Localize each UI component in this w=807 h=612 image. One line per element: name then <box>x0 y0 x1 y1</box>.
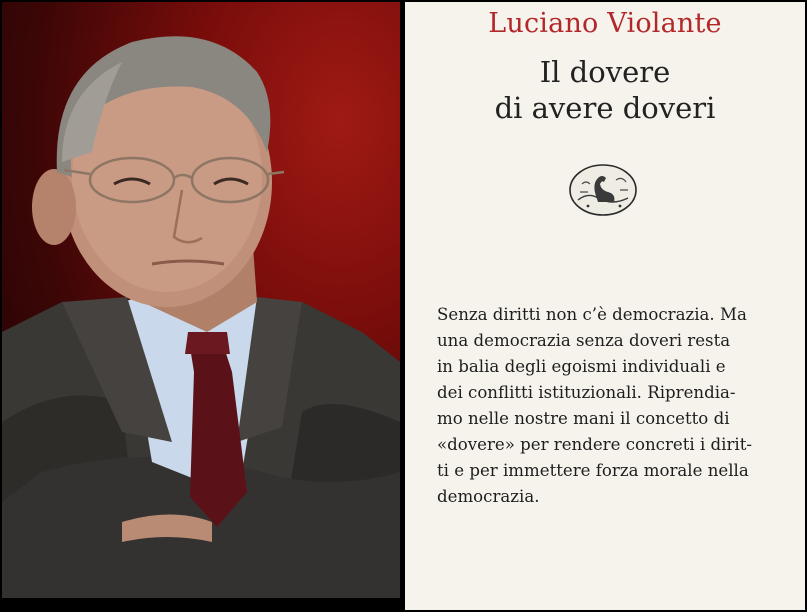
book-blurb <box>437 302 782 510</box>
blurb-line: dei conflitti istituzionali. Riprendia- <box>437 383 736 402</box>
book-title <box>405 54 805 126</box>
book-author: Luciano Violante <box>488 8 722 39</box>
book-title-line: Il dovere <box>539 55 671 89</box>
blurb-line: mo nelle nostre mani il concetto di <box>437 409 730 428</box>
blurb-line: democrazia. <box>437 487 540 506</box>
blurb-line: in balia degli egoismi individuali e <box>437 357 726 376</box>
book-title-line: di avere doveri <box>494 91 716 125</box>
publisher-ostrich-emblem-icon <box>568 162 638 218</box>
blurb-line: una democrazia senza doveri resta <box>437 331 731 350</box>
portrait-photo <box>2 2 400 598</box>
blurb-line: ti e per immettere forza morale nella <box>437 461 749 480</box>
blurb-line: Senza diritti non c’è democrazia. Ma <box>437 305 747 324</box>
portrait-illustration <box>2 2 400 598</box>
book-cover <box>405 2 805 610</box>
blurb-line: «dovere» per rendere concreti i dirit- <box>437 435 752 454</box>
